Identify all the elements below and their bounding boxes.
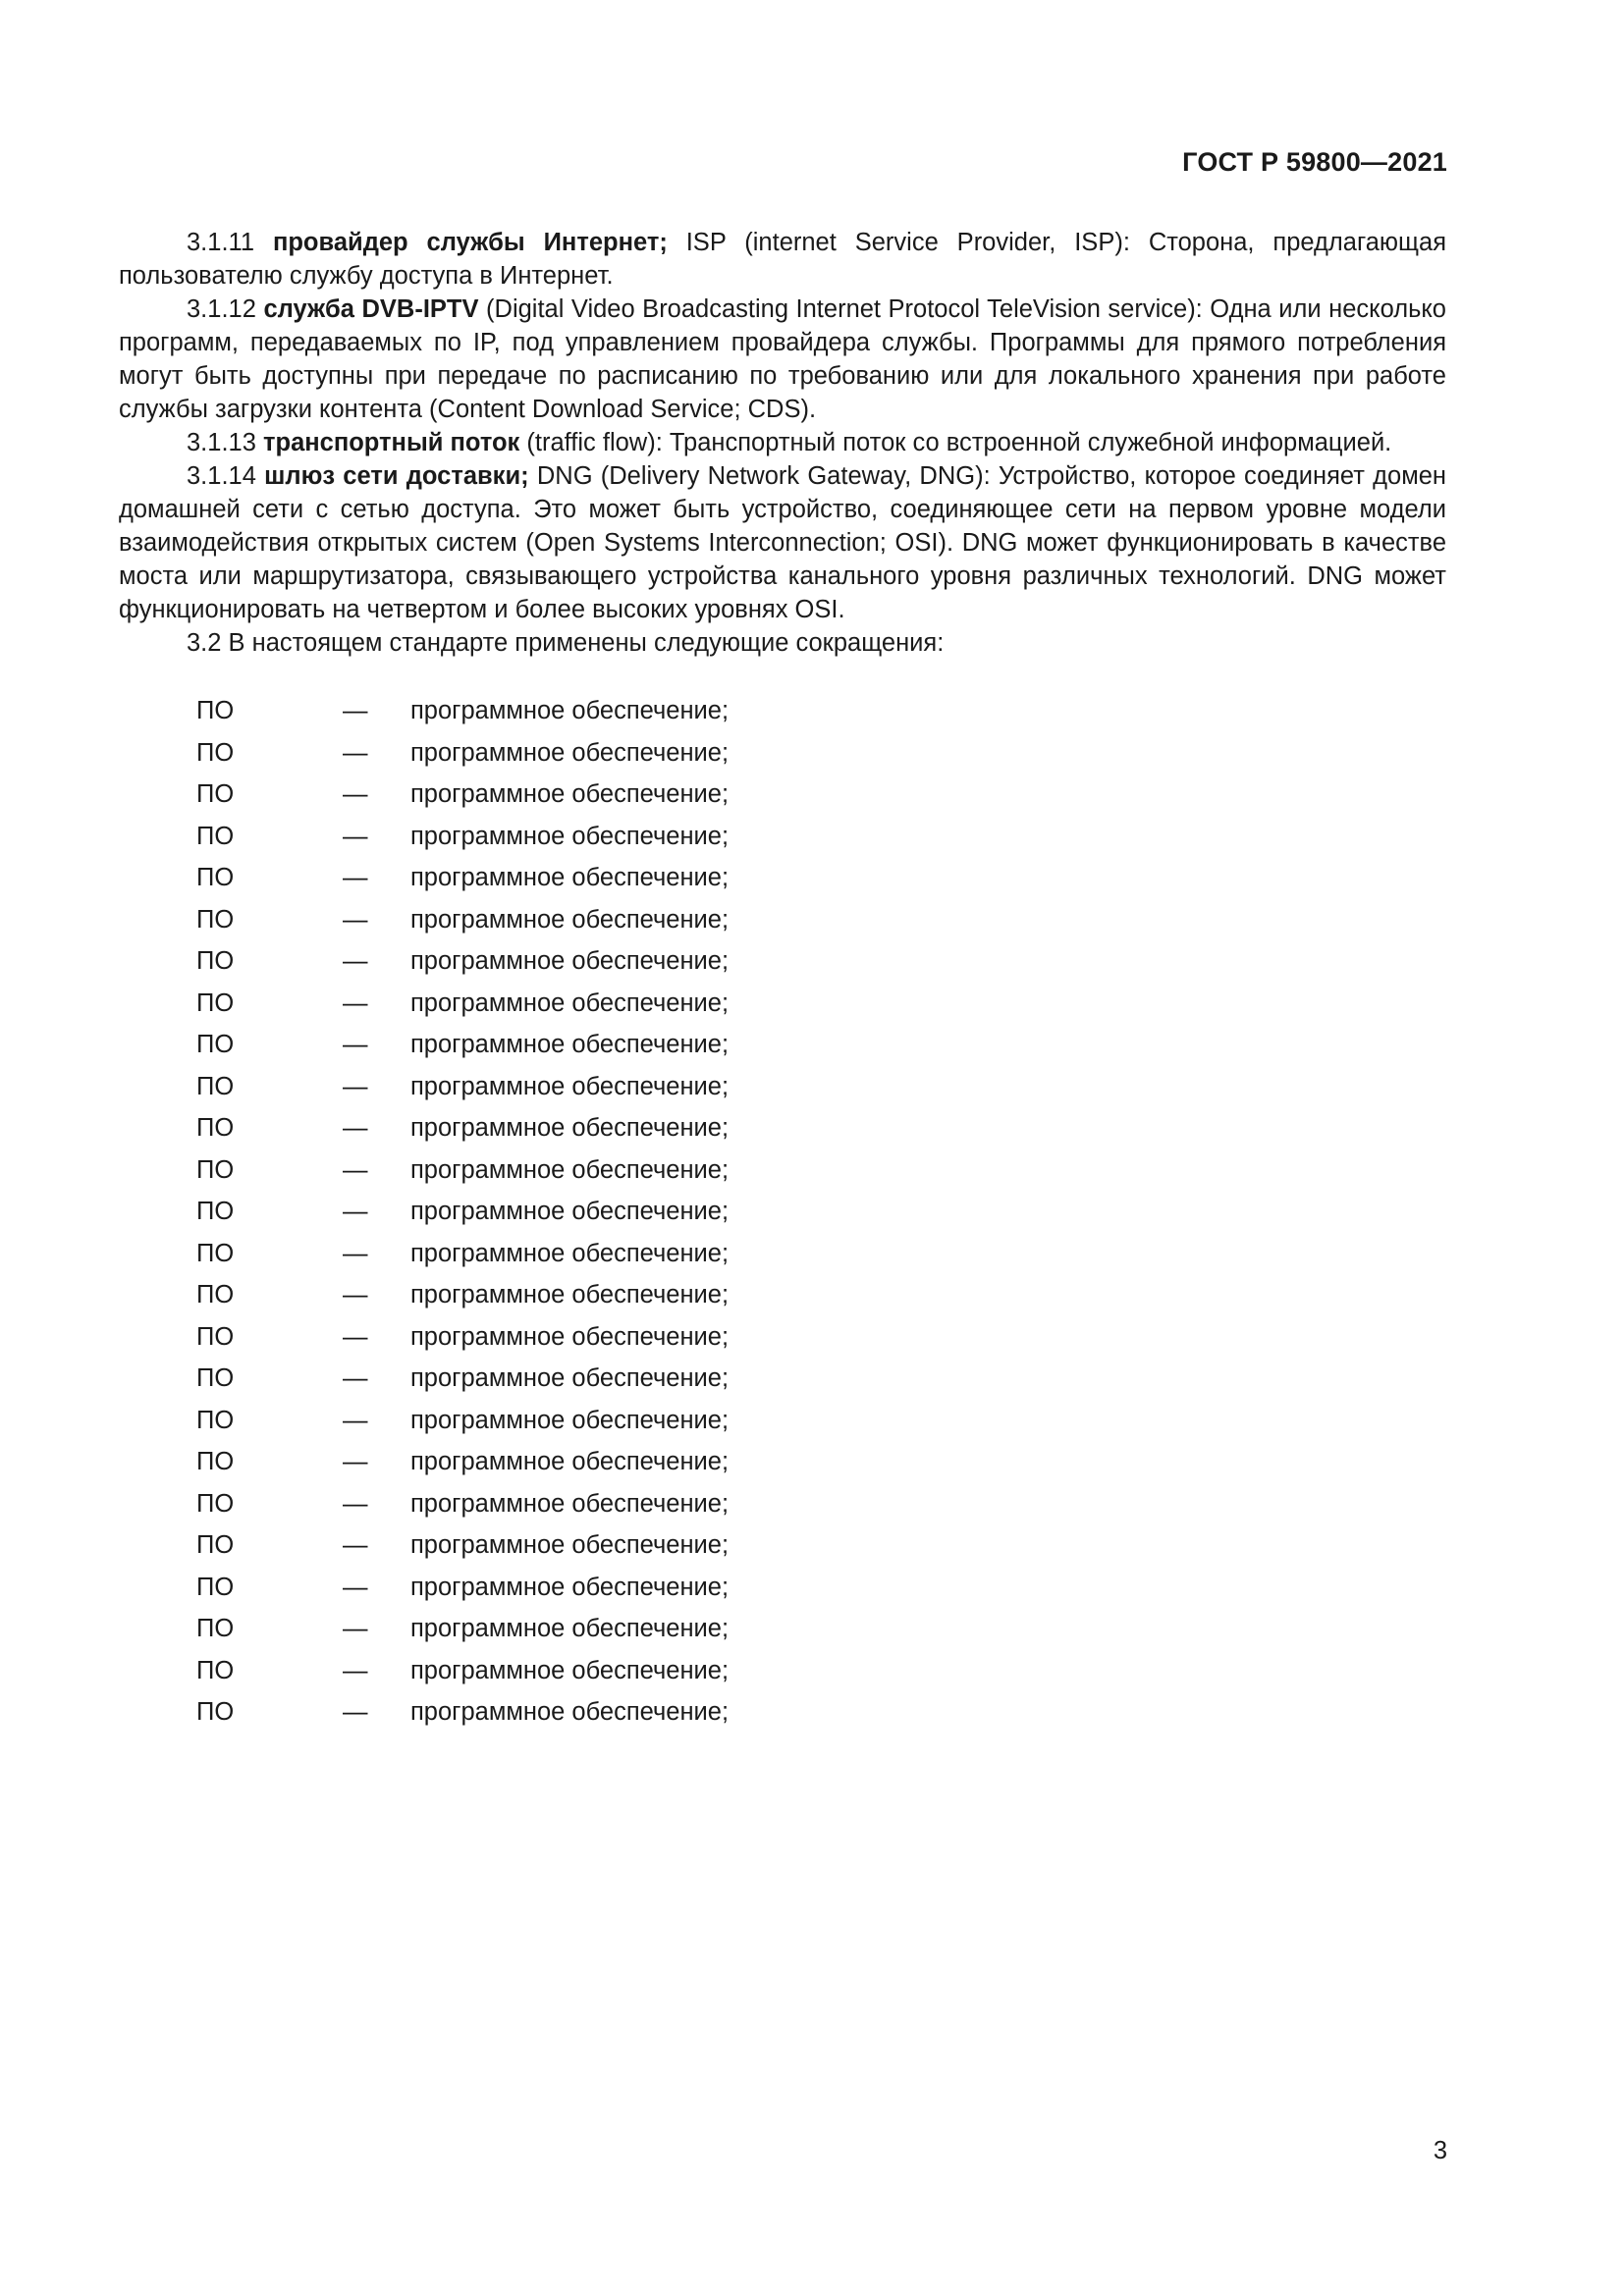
clause-number: 3.1.13	[187, 429, 256, 456]
abbreviation-row	[196, 1320, 1446, 1354]
abbreviation: ПО	[196, 1322, 235, 1351]
abbreviation-definition: программное обеспечение;	[410, 988, 730, 1017]
dash-separator: —	[343, 1406, 368, 1434]
abbreviation-row	[196, 861, 1446, 894]
abbreviation-row	[196, 1528, 1446, 1562]
abbreviation-row	[196, 1028, 1446, 1061]
dash-separator: —	[343, 697, 368, 724]
dash-separator: —	[343, 1281, 368, 1308]
abbreviation-row	[196, 1571, 1446, 1604]
abbreviation-definition: программное обеспечение;	[410, 1531, 730, 1559]
dash-separator: —	[343, 864, 368, 891]
abbreviation-row	[196, 1695, 1446, 1729]
abbreviation: ПО	[196, 697, 235, 724]
abbreviation-row	[196, 1487, 1446, 1521]
abbreviation-definition: программное обеспечение;	[410, 738, 730, 767]
abbreviation-row	[196, 944, 1446, 978]
document-id-header: ГОСТ Р 59800—2021	[1182, 147, 1447, 177]
abbreviation-definition: программное обеспечение;	[410, 1031, 730, 1058]
abbreviation: ПО	[196, 1573, 235, 1601]
abbreviation-row	[196, 1404, 1446, 1437]
abbreviation: ПО	[196, 1656, 235, 1684]
dash-separator: —	[343, 1114, 368, 1142]
abbreviation-definition: программное обеспечение;	[410, 822, 730, 850]
abbreviation-row	[196, 1111, 1446, 1145]
dash-separator: —	[343, 905, 368, 934]
abbreviation-row	[196, 1654, 1446, 1687]
abbreviation-definition: программное обеспечение;	[410, 947, 730, 975]
abbreviation: ПО	[196, 1489, 235, 1518]
dash-separator: —	[343, 1489, 368, 1518]
body-text	[119, 226, 1446, 660]
abbreviation-row	[196, 1195, 1446, 1228]
definition-text: (traffic flow): Транспортный поток со встроенной служебной информацией.	[519, 429, 1392, 456]
abbreviation: ПО	[196, 1072, 235, 1100]
abbreviations-list	[196, 694, 1446, 1737]
abbreviation: ПО	[196, 947, 235, 975]
abbreviation-definition: программное обеспечение;	[410, 905, 730, 934]
abbreviations-intro: 3.2 В настоящем стандарте применены следующие сокращения:	[187, 629, 945, 657]
dash-separator: —	[343, 1155, 368, 1184]
definition-text: DNG (Delivery Network Gateway, DNG): Устройство, которое соединяет домен домашней сети с сетью доступа. Это может быть устройство, соединяющее сети на первом уровне модели взаимодействия открытых систем (Open Systems Interconnection; OSI). DNG может функционировать в качестве моста или маршрутизатора, связывающего устройства канального уровня различных технологий. DNG может функционировать на четвертом и более высоких уровнях OSI.	[119, 462, 1446, 623]
dash-separator: —	[343, 947, 368, 975]
definition-text: ISP (internet Service Provider, ISP): Сторона, предлагающая пользователю службу доступа в Интернет.	[119, 229, 1446, 290]
term: служба DVB-IPTV	[263, 295, 479, 323]
abbreviation-row	[196, 1278, 1446, 1311]
dash-separator: —	[343, 1364, 368, 1392]
abbreviation-definition: программное обеспечение;	[410, 1448, 730, 1475]
dash-separator: —	[343, 988, 368, 1017]
abbreviation-row	[196, 820, 1446, 853]
dash-separator: —	[343, 1573, 368, 1601]
abbreviation-row	[196, 1153, 1446, 1187]
page-number: 3	[1433, 2137, 1447, 2164]
abbreviation: ПО	[196, 1031, 235, 1058]
abbreviation-definition: программное обеспечение;	[410, 1072, 730, 1100]
abbreviation: ПО	[196, 1448, 235, 1475]
dash-separator: —	[343, 1072, 368, 1100]
abbreviation-row	[196, 694, 1446, 727]
abbreviation: ПО	[196, 1615, 235, 1642]
abbreviation-definition: программное обеспечение;	[410, 1198, 730, 1225]
abbreviation-definition: программное обеспечение;	[410, 1406, 730, 1434]
abbreviation-definition: программное обеспечение;	[410, 1615, 730, 1642]
abbreviation: ПО	[196, 905, 235, 934]
abbreviation-definition: программное обеспечение;	[410, 1698, 730, 1726]
abbreviation: ПО	[196, 738, 235, 767]
abbreviation-definition: программное обеспечение;	[410, 1155, 730, 1184]
abbreviation: ПО	[196, 1531, 235, 1559]
abbreviation-definition: программное обеспечение;	[410, 1239, 730, 1267]
dash-separator: —	[343, 1322, 368, 1351]
abbreviation-definition: программное обеспечение;	[410, 1364, 730, 1392]
abbreviation: ПО	[196, 1114, 235, 1142]
abbreviation-row	[196, 1362, 1446, 1395]
abbreviation-definition: программное обеспечение;	[410, 780, 730, 808]
term: провайдер службы Интернет;	[272, 229, 668, 256]
dash-separator: —	[343, 1531, 368, 1559]
abbreviation-row	[196, 1237, 1446, 1270]
dash-separator: —	[343, 1698, 368, 1726]
abbreviation: ПО	[196, 780, 235, 808]
definition-3-1-14	[119, 459, 1446, 626]
dash-separator: —	[343, 1448, 368, 1475]
abbreviation: ПО	[196, 1198, 235, 1225]
dash-separator: —	[343, 1615, 368, 1642]
abbreviation-definition: программное обеспечение;	[410, 1573, 730, 1601]
definition-3-1-13	[119, 426, 1446, 459]
definition-3-1-11	[119, 226, 1446, 293]
abbreviation-row	[196, 777, 1446, 811]
abbreviation: ПО	[196, 988, 235, 1017]
dash-separator: —	[343, 1031, 368, 1058]
abbreviation-row	[196, 903, 1446, 936]
dash-separator: —	[343, 1198, 368, 1225]
abbreviation-row	[196, 987, 1446, 1020]
abbreviation-row	[196, 1070, 1446, 1103]
abbreviation: ПО	[196, 1406, 235, 1434]
dash-separator: —	[343, 780, 368, 808]
abbreviation-row	[196, 1612, 1446, 1645]
clause-number: 3.1.12	[187, 295, 256, 323]
abbreviation-definition: программное обеспечение;	[410, 697, 730, 724]
abbreviation: ПО	[196, 822, 235, 850]
abbreviation-definition: программное обеспечение;	[410, 1322, 730, 1351]
abbreviation: ПО	[196, 864, 235, 891]
definition-text: (Digital Video Broadcasting Internet Protocol TeleVision service): Одна или несколько программ, передаваемых по IP, под управлением провайдера службы. Программы для прямого потребления могут быть доступны при передаче по расписанию по требованию или для локального хранения при работе службы загрузки контента (Content Download Service; CDS).	[119, 295, 1446, 423]
dash-separator: —	[343, 1656, 368, 1684]
definition-3-1-12	[119, 293, 1446, 426]
abbreviation-row	[196, 1445, 1446, 1478]
dash-separator: —	[343, 1239, 368, 1267]
abbreviation: ПО	[196, 1239, 235, 1267]
abbreviation: ПО	[196, 1364, 235, 1392]
abbreviation-definition: программное обеспечение;	[410, 1489, 730, 1518]
term: транспортный поток	[263, 429, 520, 456]
abbreviation-definition: программное обеспечение;	[410, 864, 730, 891]
clause-number: 3.1.14	[187, 462, 256, 490]
dash-separator: —	[343, 822, 368, 850]
abbreviation-row	[196, 736, 1446, 770]
abbreviation-definition: программное обеспечение;	[410, 1656, 730, 1684]
abbreviation: ПО	[196, 1155, 235, 1184]
abbreviation: ПО	[196, 1281, 235, 1308]
abbreviation-definition: программное обеспечение;	[410, 1281, 730, 1308]
clause-number: 3.1.11	[187, 229, 255, 256]
abbreviation: ПО	[196, 1698, 235, 1726]
abbreviation-definition: программное обеспечение;	[410, 1114, 730, 1142]
term: шлюз сети доставки;	[264, 462, 529, 490]
dash-separator: —	[343, 738, 368, 767]
